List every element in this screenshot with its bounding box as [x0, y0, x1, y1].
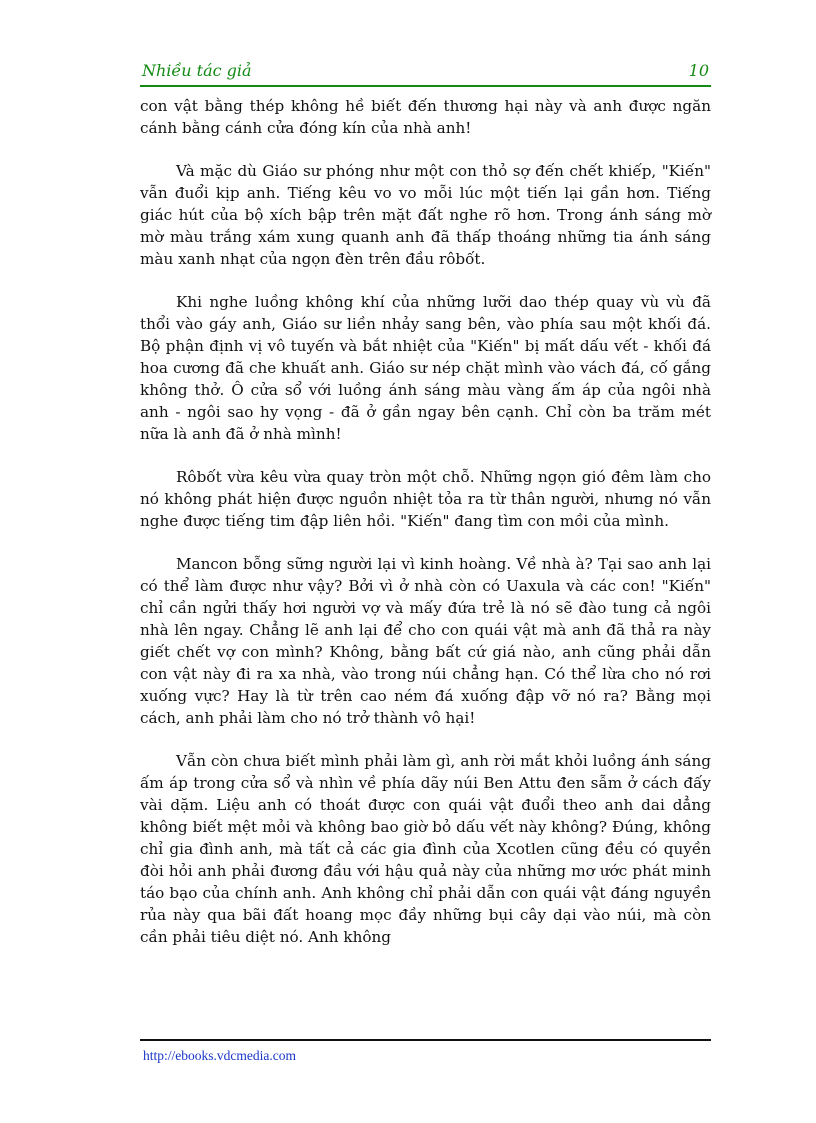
body-text: [140, 95, 711, 969]
header-rule: [140, 85, 711, 87]
paragraph: Rôbốt vừa kêu vừa quay tròn một chỗ. Những ngọn gió đêm làm cho nó không phát hiện được nguồn nhiệt tỏa ra từ thân người, nhưng nó vẫn nghe được tiếng tim đập liên hồi. "Kiến" đang tìm con mồi của mình.: [140, 468, 711, 530]
page-header: [140, 61, 711, 85]
book-title: Nhiều tác giả: [142, 61, 252, 80]
paragraph: Khi nghe luồng không khí của những lưỡi dao thép quay vù vù đã thổi vào gáy anh, Giáo sư liền nhảy sang bên, vào phía sau một khối đá. Bộ phận định vị vô tuyến và bắt nhiệt của "Kiến" bị mất dấu vết - khối đá hoa cương đã che khuất anh. Giáo sư nép chặt mình vào vách đá, cố gắng không thở. Ô cửa sổ với luồng ánh sáng màu vàng ấm áp của ngôi nhà anh - ngôi sao hy vọng - đã ở gần ngay bên cạnh. Chỉ còn ba trăm mét nữa là anh đã ở nhà mình!: [140, 293, 711, 443]
footer-rule: [140, 1039, 711, 1041]
paragraph: Vẫn còn chưa biết mình phải làm gì, anh rời mắt khỏi luồng ánh sáng ấm áp trong cửa sổ và nhìn về phía dãy núi Ben Attu đen sẫm ở cách đấy vài dặm. Liệu anh có thoát được con quái vật đuổi theo anh dai dẳng không biết mệt mỏi và không bao giờ bỏ dấu vết này không? Đúng, không chỉ gia đình anh, mà tất cả các gia đình của Xcotlen cũng đều có quyền đòi hỏi anh phải đương đầu với hậu quả này của những mơ ước phát minh táo bạo của chính anh. Anh không chỉ phải dẫn con quái vật đáng nguyền rủa này qua bãi đất hoang mọc đầy những bụi cây dại vào núi, mà còn cần phải tiêu diệt nó. Anh không: [140, 752, 711, 946]
page-number: 10: [688, 61, 709, 80]
paragraph: Và mặc dù Giáo sư phóng như một con thỏ sợ đến chết khiếp, "Kiến" vẫn đuổi kịp anh. Tiếng kêu vo vo mỗi lúc một tiến lại gần hơn. Tiếng giác hút của bộ xích bập trên mặt đất nghe rõ hơn. Trong ánh sáng mờ mờ màu trắng xám xung quanh anh đã thấp thoáng những tia ánh sáng màu xanh nhạt của ngọn đèn trên đầu rôbốt.: [140, 162, 711, 268]
paragraph: con vật bằng thép không hề biết đến thương hại này và anh được ngăn cánh bằng cánh cửa đóng kín của nhà anh!: [140, 97, 711, 137]
paragraph: Mancon bỗng sững người lại vì kinh hoàng. Về nhà à? Tại sao anh lại có thể làm được như vậy? Bởi vì ở nhà còn có Uaxula và các con! "Kiến" chỉ cần ngửi thấy hơi người vợ và mấy đứa trẻ là nó sẽ đào tung cả ngôi nhà lên ngay. Chẳng lẽ anh lại để cho con quái vật mà anh đã thả ra này giết chết vợ con mình? Không, bằng bất cứ giá nào, anh cũng phải dẫn con vật này đi ra xa nhà, vào trong núi chẳng hạn. Có thể lừa cho nó rơi xuống vực? Hay là từ trên cao ném đá xuống đập vỡ nó ra? Bằng mọi cách, anh phải làm cho nó trở thành vô hại!: [140, 555, 711, 727]
footer-link[interactable]: http://ebooks.vdcmedia.com: [143, 1048, 296, 1063]
